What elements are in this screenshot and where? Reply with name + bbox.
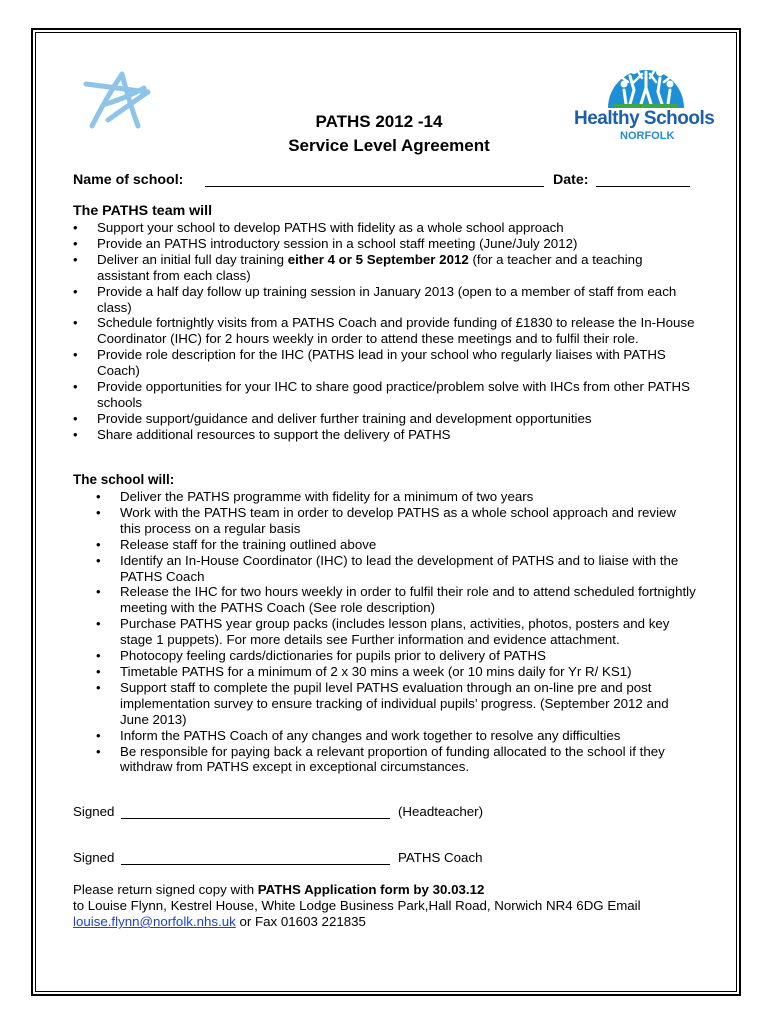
school-list (120, 489, 700, 775)
logo-text: Healthy Schools (574, 108, 715, 129)
school-heading: The school will: (73, 472, 175, 487)
logo-subtext: NORFOLK (620, 130, 675, 142)
return-address: to Louise Flynn, Kestrel House, White Lodge Business Park,Hall Road, Norwich NR4 6DG Email (73, 898, 641, 913)
email-link[interactable]: louise.flynn@norfolk.nhs.uk (73, 914, 236, 929)
headteacher-label: (Headteacher) (398, 804, 483, 819)
return-instructions (73, 882, 703, 930)
fax-text: or Fax 01603 221835 (235, 914, 366, 929)
list-item-text: Deliver an initial full day training (97, 251, 288, 267)
list-item: • Share additional resources to support the delivery of PATHS (97, 427, 697, 443)
list-item: • Identify an In-House Coordinator (IHC) to lead the development of PATHS and to liaise with the PATHS Coach (120, 553, 700, 585)
signed-label-coach: Signed (73, 850, 115, 865)
list-item: • Release staff for the training outlined above (120, 537, 700, 553)
list-item: • Deliver the PATHS programme with fidelity for a minimum of two years (120, 489, 700, 505)
return-text: Please return signed copy with (73, 882, 258, 897)
healthy-schools-logo (572, 52, 720, 148)
list-item: • Provide an PATHS introductory session in a school staff meeting (June/July 2012) (97, 236, 697, 252)
paths-team-list (97, 220, 697, 443)
list-item: • Inform the PATHS Coach of any changes and work together to resolve any difficulties (120, 728, 700, 744)
list-item: • Provide support/guidance and deliver further training and development opportunities (97, 411, 697, 427)
page-title: PATHS 2012 -14 (315, 112, 443, 131)
list-item: • Support your school to develop PATHS with fidelity as a whole school approach (97, 220, 697, 236)
page-subtitle: Service Level Agreement (288, 136, 490, 155)
return-deadline: PATHS Application form by 30.03.12 (257, 882, 485, 897)
list-item: • Be responsible for paying back a relevant proportion of funding allocated to the school if they withdraw from PATHS except in exceptional circumstances. (120, 744, 700, 776)
headteacher-signature-field[interactable] (121, 818, 390, 819)
date-label: Date: (553, 172, 589, 188)
list-item: • Provide opportunities for your IHC to share good practice/problem solve with IHCs from other PATHS schools (97, 379, 697, 411)
list-item: • Purchase PATHS year group packs (includes lesson plans, activities, photos, posters and key stage 1 puppets). For more details see Further information and evidence attachment. (120, 616, 700, 648)
signed-label-headteacher: Signed (73, 804, 115, 819)
list-item: • Photocopy feeling cards/dictionaries for pupils prior to delivery of PATHS (120, 648, 700, 664)
list-item: • Work with the PATHS team in order to develop PATHS as a whole school approach and review this process on a regular basis (120, 505, 700, 537)
list-item: • Provide a half day follow up training session in January 2013 (open to a member of staff from each class) (97, 284, 697, 316)
list-item-emphasis: either 4 or 5 September 2012 (287, 251, 469, 267)
school-name-label: Name of school: (73, 172, 184, 188)
paths-team-heading: The PATHS team will (73, 203, 213, 219)
list-item: • Schedule fortnightly visits from a PATHS Coach and provide funding of £1830 to release the In-House Coordinator (IHC) for 2 hours weekly in order to attend these meetings and to fulfil their role. (97, 315, 697, 347)
date-field[interactable] (596, 186, 690, 187)
school-name-field[interactable] (205, 186, 544, 187)
list-item: • Release the IHC for two hours weekly in order to fulfil their role and to attend scheduled fortnightly meeting with the PATHS Coach (See role description) (120, 584, 700, 616)
list-item-text: (for a teacher and a teaching assistant from each class) (97, 251, 643, 283)
coach-label: PATHS Coach (398, 850, 483, 865)
list-item (97, 252, 697, 284)
coach-signature-field[interactable] (121, 864, 390, 865)
list-item: • Support staff to complete the pupil level PATHS evaluation through an on-line pre and post implementation survey to ensure tracking of individual pupils’ progress. (September 2012 and June 2013) (120, 680, 700, 728)
list-item: • Provide role description for the IHC (PATHS lead in your school who regularly liaises with PATHS Coach) (97, 347, 697, 379)
list-item: • Timetable PATHS for a minimum of 2 x 30 mins a week (or 10 mins daily for Yr R/ KS1) (120, 664, 700, 680)
